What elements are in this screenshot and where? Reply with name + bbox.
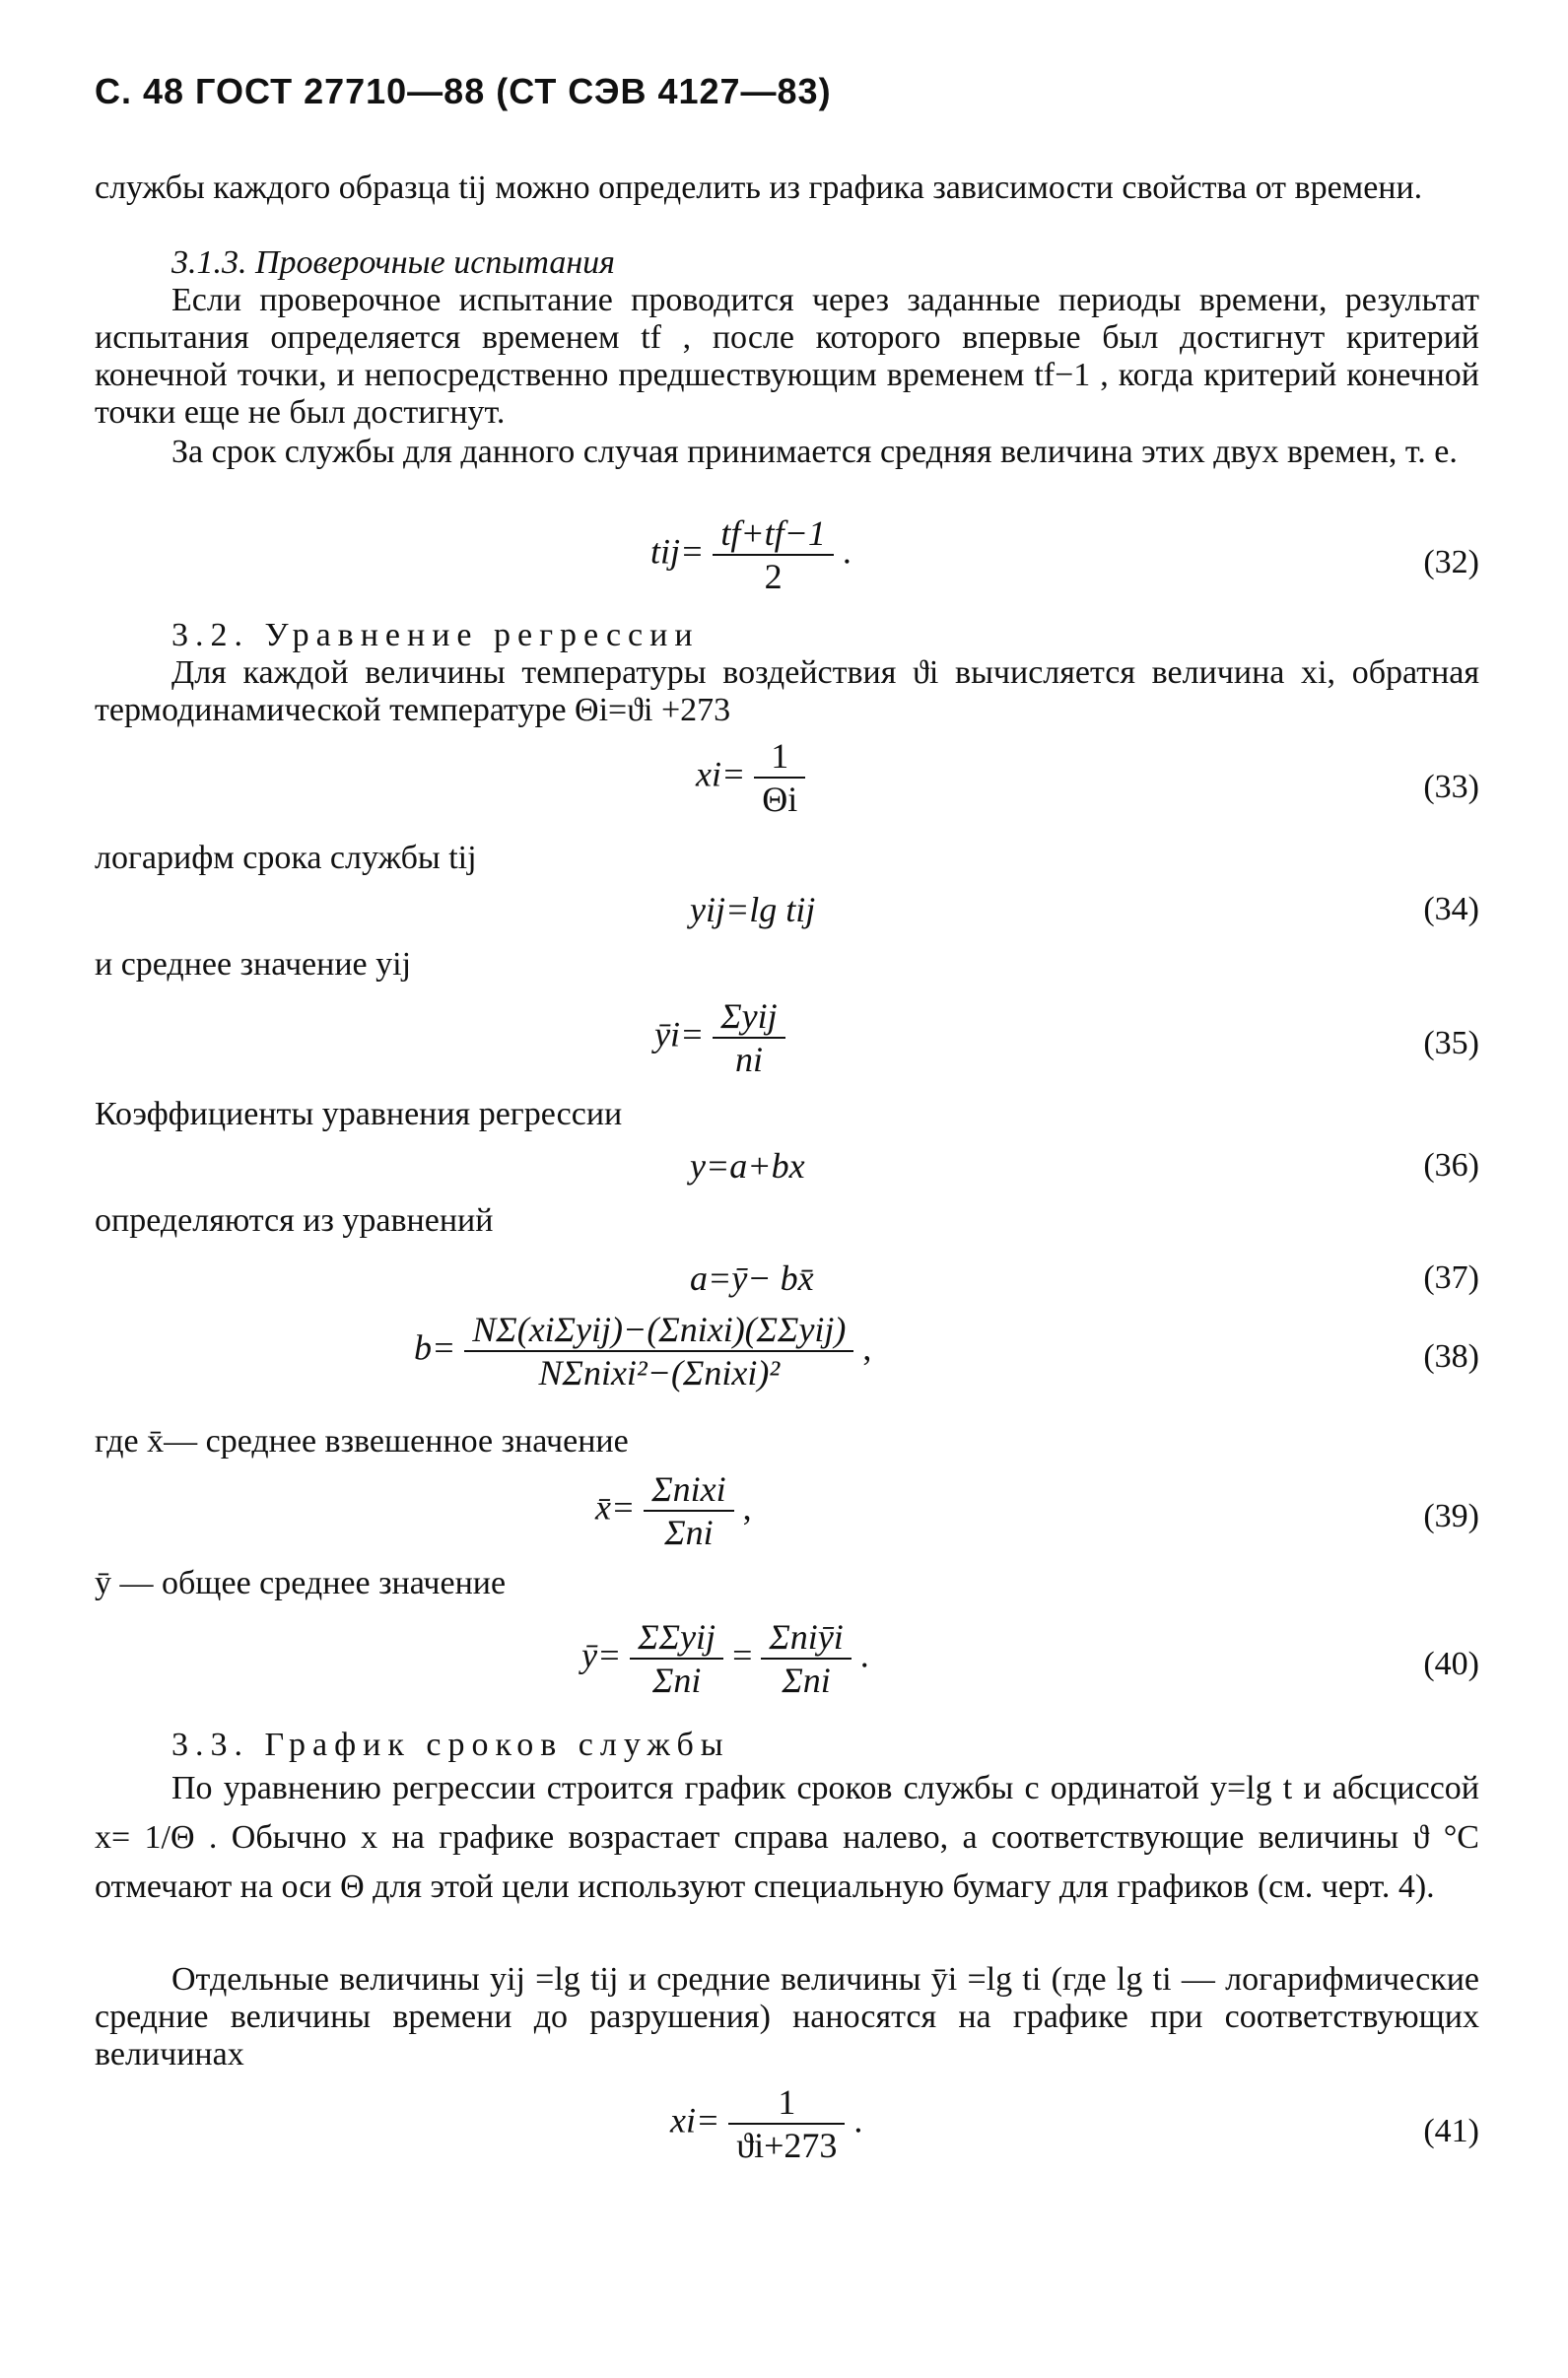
label-log-service-life: логарифм срока службы tij <box>95 840 477 876</box>
eq41-tail: . <box>853 2100 863 2140</box>
equation-40 <box>581 1616 869 1701</box>
eq32-numerator: tf+tf−1 <box>713 512 834 556</box>
eq38-tail: , <box>862 1327 872 1368</box>
eq41-numerator: 1 <box>728 2081 845 2125</box>
label-weighted-mean: где x̄— среднее взвешенное значение <box>95 1423 629 1460</box>
eq38-lhs: b= <box>414 1327 456 1368</box>
eq38-fraction <box>464 1309 853 1393</box>
page-header: С. 48 ГОСТ 27710—88 (СТ СЭВ 4127—83) <box>95 71 832 111</box>
equation-38 <box>414 1309 871 1393</box>
eq33-numerator: 1 <box>754 735 805 779</box>
eq32-fraction <box>713 512 834 597</box>
paragraph-individual-values: Отдельные величины yij =lg tij и средние величины ȳi =lg ti (где lg ti — логарифмические средние величины времени до разрушения) наносятся на графике при соответствующих величинах <box>95 1961 1479 2072</box>
eq40-denominator-2: Σni <box>782 1661 831 1700</box>
eq40-numerator-1: ΣΣyij <box>630 1616 723 1660</box>
equation-number-40: (40) <box>1423 1646 1479 1682</box>
equation-36: y=a+bx <box>690 1146 805 1186</box>
equation-number-38: (38) <box>1423 1338 1479 1375</box>
eq40-equals: = <box>732 1635 753 1675</box>
equation-32 <box>650 512 852 597</box>
eq32-denominator: 2 <box>764 557 783 596</box>
equation-35 <box>654 995 785 1080</box>
eq40-tail: . <box>859 1635 869 1675</box>
eq41-denominator: ϑi+273 <box>736 2126 838 2165</box>
eq38-numerator: NΣ(xiΣyij)−(Σnixi)(ΣΣyij) <box>464 1309 853 1352</box>
label-overall-mean: ȳ — общее среднее значение <box>95 1565 507 1601</box>
paragraph-test-periods: Если проверочное испытание проводится через заданные периоды времени, результат испытания определяется временем tf , после которого впервые был достигнут критерий конечной точки, и непосредственно предшествующим временем tf−1 , когда критерий конечной точки еще не был достигнут. <box>95 282 1479 431</box>
equation-37: a=ȳ− bx̄ <box>690 1258 814 1298</box>
equation-number-39: (39) <box>1423 1498 1479 1534</box>
eq32-tail: . <box>842 531 852 572</box>
eq39-lhs: x̄= <box>595 1487 636 1528</box>
section-title-3-3: 3.3. График сроков службы <box>171 1727 730 1763</box>
eq40-fraction-1 <box>630 1616 723 1701</box>
equation-number-32: (32) <box>1423 544 1479 580</box>
equation-33 <box>696 735 805 820</box>
label-regression-coefficients: Коэффициенты уравнения регрессии <box>95 1096 623 1132</box>
section-title-3-2: 3.2. Уравнение регрессии <box>171 617 700 653</box>
equation-number-33: (33) <box>1423 769 1479 805</box>
eq35-fraction <box>713 995 784 1080</box>
eq33-denominator: Θi <box>762 780 798 819</box>
eq33-lhs: xi= <box>696 754 746 794</box>
equation-number-37: (37) <box>1423 1259 1479 1296</box>
equation-34: yij=lg tij <box>690 890 816 929</box>
label-determined-from: определяются из уравнений <box>95 1202 494 1239</box>
equation-number-35: (35) <box>1423 1025 1479 1061</box>
eq32-lhs: tij= <box>650 531 705 572</box>
eq39-fraction <box>644 1468 733 1553</box>
eq38-denominator: NΣnixi²−(Σnixi)² <box>538 1353 781 1393</box>
equation-number-41: (41) <box>1423 2113 1479 2149</box>
paragraph-service-life: службы каждого образца tij можно определить из графика зависимости свойства от времени. <box>95 170 1423 206</box>
paragraph-regression: Для каждой величины температуры воздействия ϑi вычисляется величина xi, обратная термодинамической температуре Θi=ϑi +273 <box>95 654 1479 728</box>
equation-number-34: (34) <box>1423 891 1479 927</box>
section-title-3-1-3: 3.1.3. Проверочные испытания <box>171 244 615 281</box>
equation-number-36: (36) <box>1423 1147 1479 1184</box>
eq41-lhs: xi= <box>670 2100 720 2140</box>
eq39-numerator: Σnixi <box>644 1468 733 1512</box>
eq33-fraction <box>754 735 805 820</box>
eq40-denominator-1: Σni <box>651 1661 702 1700</box>
eq40-numerator-2: Σniȳi <box>761 1616 851 1660</box>
paragraph-average-time: За срок службы для данного случая принимается средняя величина этих двух времен, т. е. <box>171 434 1458 470</box>
eq35-lhs: ȳi= <box>654 1014 705 1054</box>
eq39-tail: , <box>742 1487 752 1528</box>
eq39-denominator: Σni <box>664 1513 714 1552</box>
eq35-denominator: ni <box>734 1040 763 1079</box>
eq40-lhs: ȳ= <box>581 1635 622 1675</box>
eq35-numerator: Σyij <box>713 995 784 1039</box>
eq40-fraction-2 <box>761 1616 851 1701</box>
label-mean-value: и среднее значение yij <box>95 946 412 983</box>
equation-41 <box>670 2081 862 2166</box>
paragraph-service-life-graph: По уравнению регрессии строится график сроков службы с ординатой y=lg t и абсциссой x= 1/Θ . Обычно x на графике возрастает справа налево, а соответствующие величины ϑ °C отмечают на оси Θ для этой цели используют специальную бумагу для графиков (см. черт. 4). <box>95 1770 1479 1905</box>
eq41-fraction <box>728 2081 845 2166</box>
equation-39 <box>595 1468 752 1553</box>
